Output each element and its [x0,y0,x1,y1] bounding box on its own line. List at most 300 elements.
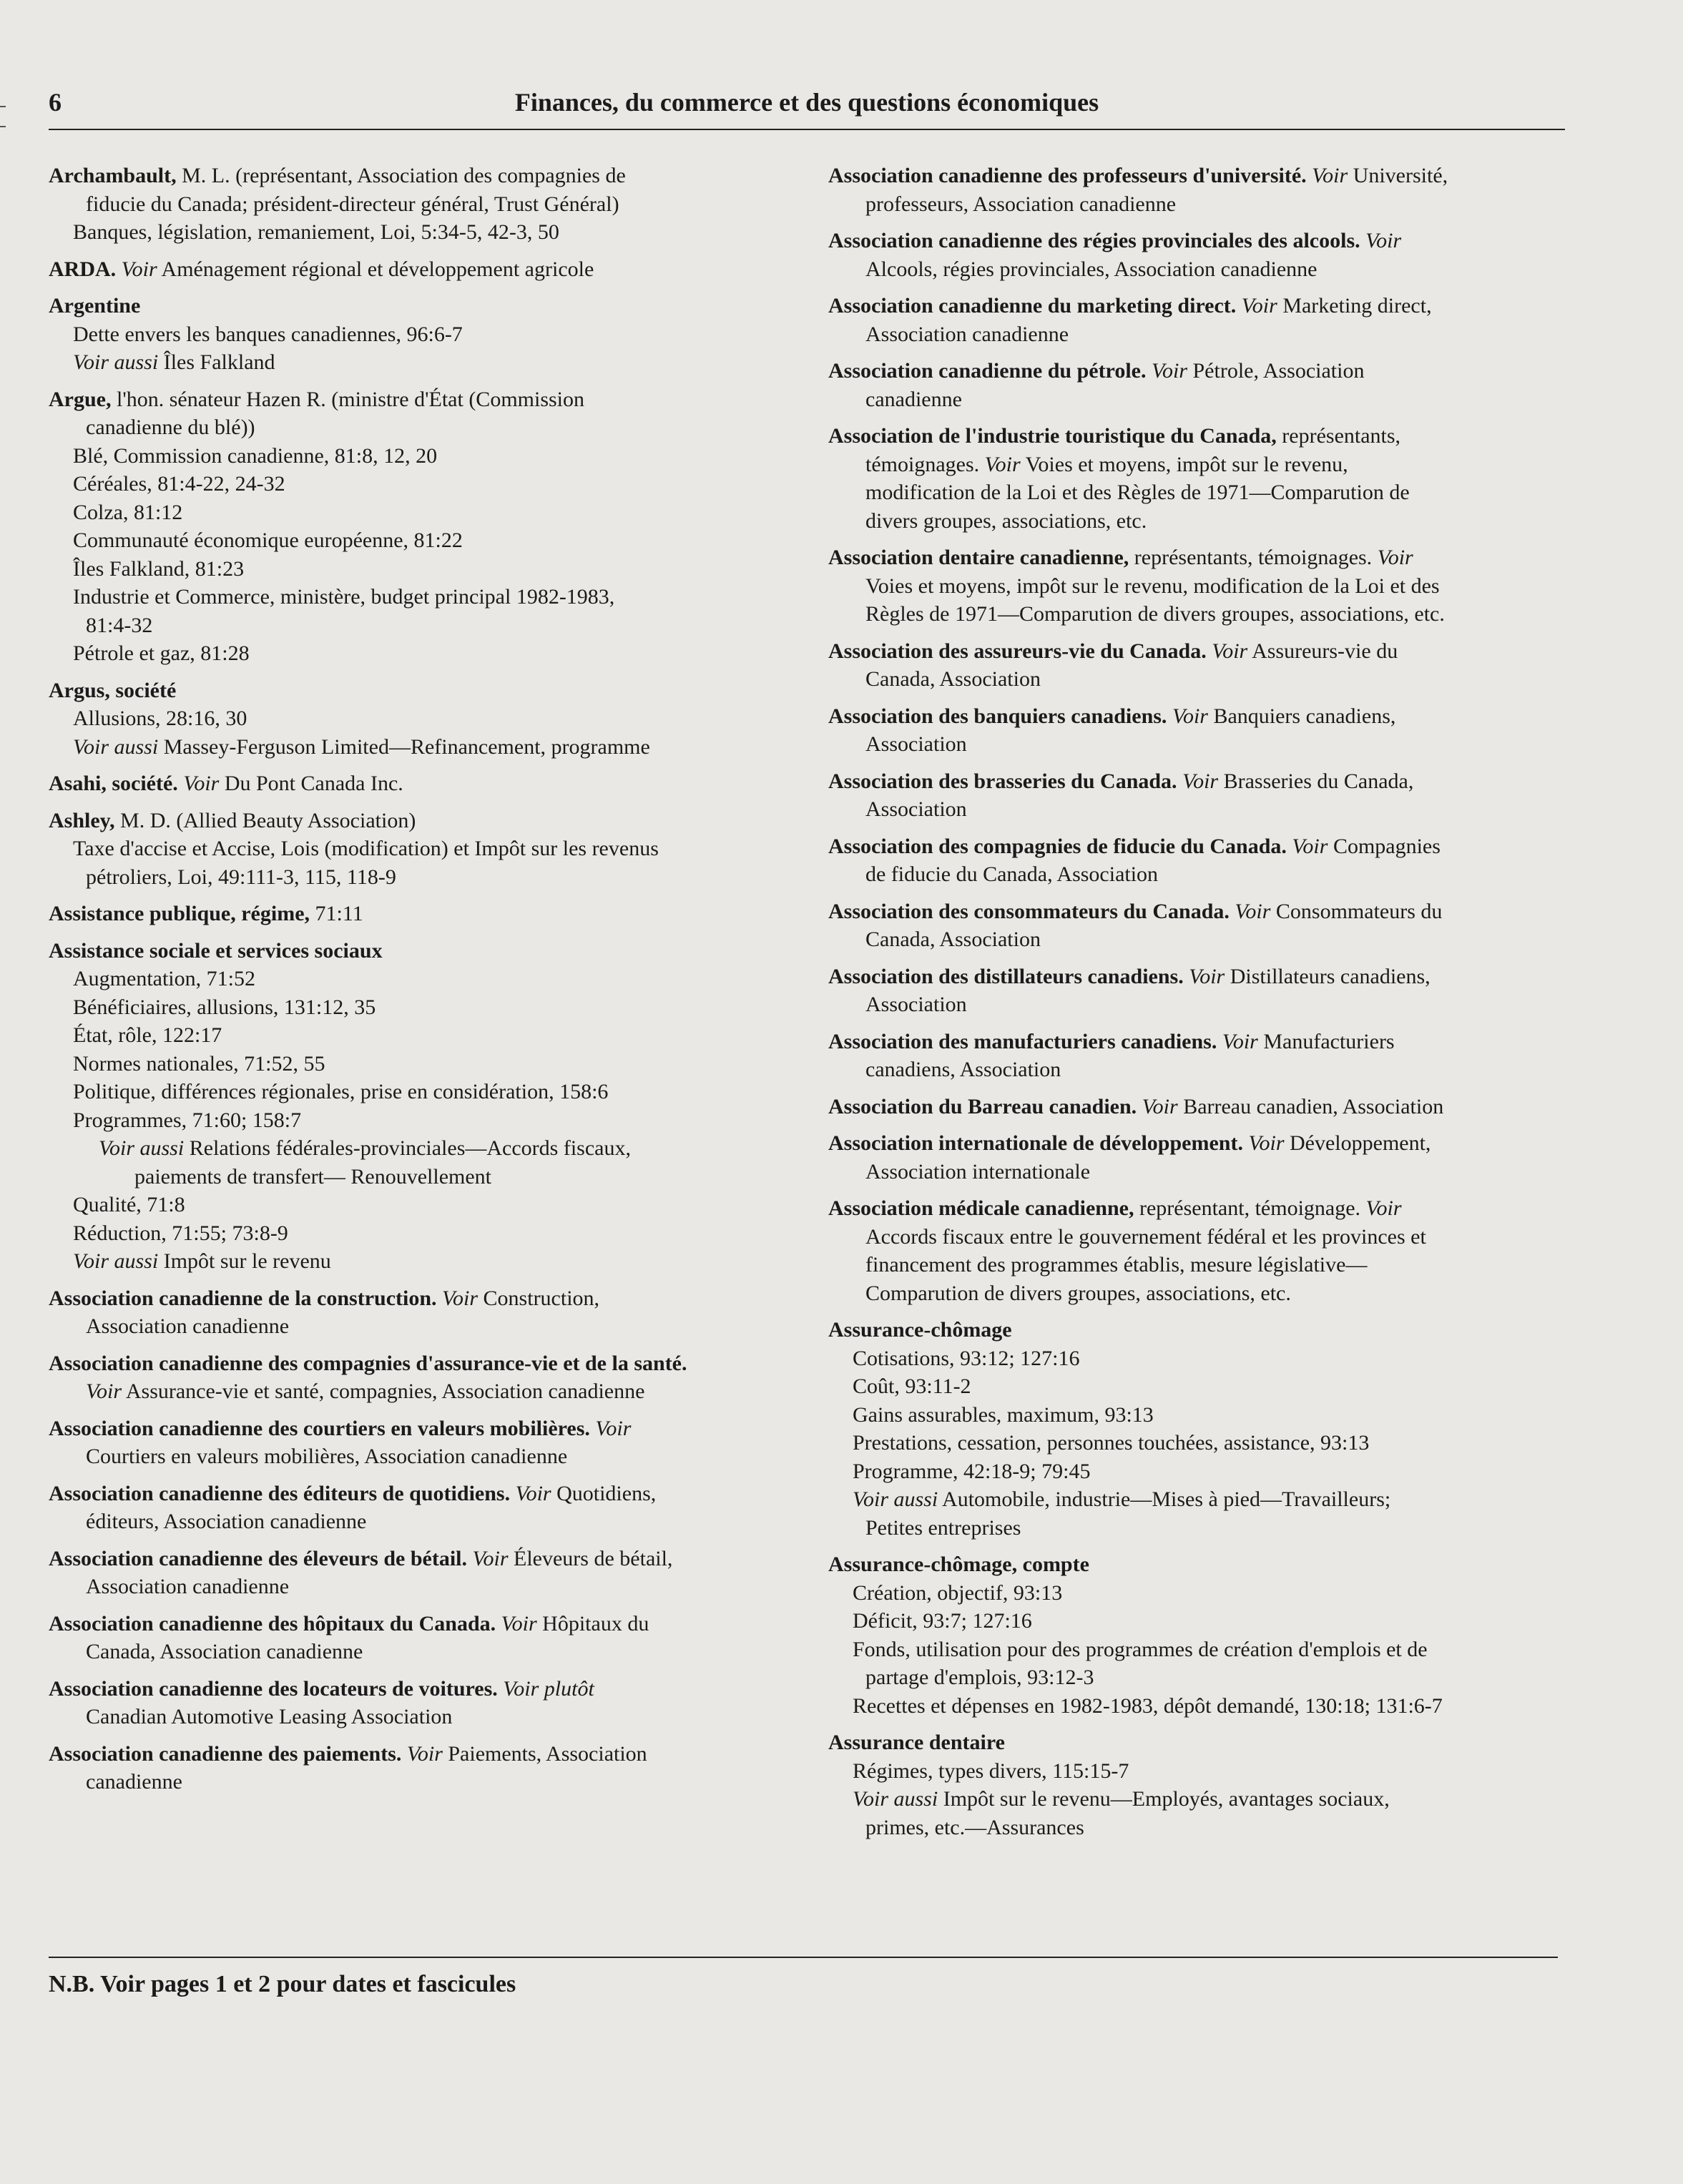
entry-text [401,1742,407,1766]
index-entry [828,227,1572,283]
entry-heading: Association canadienne des hôpitaux du Canada. [49,1611,496,1635]
entry-line [49,413,807,442]
entry-line [828,385,1572,414]
entry-text: primes, etc.—Assurances [865,1815,1084,1839]
index-entry [49,1675,807,1731]
entry-text: Fonds, utilisation pour des programmes de création d'emplois et de [853,1637,1428,1661]
entry-line [828,665,1572,694]
entry-heading: Association canadienne des courtiers en valeurs mobilières. [49,1416,590,1440]
cross-reference: Voir [1151,359,1187,383]
entry-text [1146,359,1152,383]
entry-line [828,1251,1572,1279]
cross-reference: Voir [1235,899,1271,923]
entry-text: partage d'emplois, 93:12-3 [865,1666,1094,1689]
entry-line [828,1607,1572,1635]
entry-line [49,1312,807,1341]
index-entry [49,1610,807,1666]
entry-text: Gains assurables, maximum, 93:13 [853,1402,1154,1427]
entry-line [49,320,807,349]
entry-line [49,704,807,733]
entry-heading: Argentine [49,294,141,318]
index-entry [828,1316,1572,1542]
entry-text: Voies et moyens, impôt sur le revenu, [1020,452,1348,476]
entry-line [828,925,1572,954]
entry-line [49,292,807,320]
entry-heading: Assurance-chômage [828,1318,1012,1342]
entry-line [49,348,807,377]
entry-text: Courtiers en valeurs mobilières, Association canadienne [86,1445,568,1468]
entry-line [828,1514,1572,1543]
index-entry [828,1194,1572,1307]
entry-line [49,1415,807,1443]
entry-text: Prestations, cessation, personnes touchées, assistance, 93:13 [853,1431,1370,1455]
entry-line [828,1814,1572,1842]
edge-mark [0,106,6,107]
entry-line [828,963,1572,991]
entry-text: Hôpitaux du [536,1611,649,1635]
entry-line [828,600,1572,629]
entry-text: Construction, [478,1286,600,1310]
entry-text: Aménagement régional et développement agricole [157,257,594,281]
entry-line [828,990,1572,1019]
entry-text: M. D. (Allied Beauty Association) [114,808,416,832]
entry-text [467,1547,473,1570]
entry-text: Bénéficiaires, allusions, 131:12, 35 [73,995,376,1019]
entry-text [116,257,122,281]
entry-line [828,1344,1572,1373]
entry-text: Canada, Association [865,667,1041,691]
entry-text: 71:11 [310,902,363,925]
entry-line [828,860,1572,889]
entry-line [49,1675,807,1703]
entry-text: financement des programmes établis, mesure législative— [865,1253,1368,1277]
entry-heading: Asahi, société. [49,772,178,795]
index-entry [828,637,1572,694]
entry-heading: Assistance sociale et services sociaux [49,938,383,963]
entry-text [1360,229,1366,252]
entry-line [49,1377,807,1406]
entry-text: Assureurs-vie du [1247,639,1398,663]
index-entry [828,767,1572,824]
entry-text: Communauté économique européenne, 81:22 [73,528,463,552]
entry-line [828,1579,1572,1608]
index-entry [49,1349,807,1406]
entry-text: Distillateurs canadiens, [1225,964,1431,988]
entry-text: Canadian Automotive Leasing Association [86,1705,453,1728]
cross-reference: Voir [595,1416,632,1440]
index-entry [49,937,807,1276]
cross-reference: Voir [1377,546,1413,569]
entry-line [828,1279,1572,1308]
cross-reference: Voir aussi [73,734,159,759]
entry-text: Voies et moyens, impôt sur le revenu, modification de la Loi et des [865,574,1440,598]
entry-text: professeurs, Association canadienne [865,192,1177,216]
entry-text: 81:4-32 [86,613,153,637]
entry-line [49,677,807,705]
entry-text: Îles Falkland [158,350,275,374]
cross-reference: Voir aussi [853,1787,938,1811]
entry-line [49,1545,807,1573]
entry-line [49,190,807,219]
entry-heading: Association des assureurs-vie du Canada. [828,639,1207,663]
entry-text [437,1287,443,1310]
entry-line [828,637,1572,666]
cross-reference: Voir [1182,769,1219,793]
entry-text: M. L. (représentant, Association des compagnies de [176,164,626,187]
entry-line [49,470,807,498]
entry-line [49,1050,807,1078]
entry-text: Petites entreprises [865,1515,1021,1540]
entry-text: Manufacturiers [1257,1029,1395,1053]
entry-line [828,292,1572,320]
entry-line [49,442,807,471]
entry-line [49,555,807,584]
entry-line [828,1316,1572,1344]
entry-heading: Association canadienne des régies provinciales des alcools. [828,229,1360,252]
index-entry [49,292,807,377]
entry-heading: Association canadienne des éditeurs de quotidiens. [49,1481,511,1505]
entry-line [49,611,807,640]
entry-heading: Association internationale de développement. [828,1131,1243,1155]
entry-text: Augmentation, 71:52 [73,967,255,990]
entry-line [828,1635,1572,1664]
entry-text: Assurance-vie et santé, compagnies, Association canadienne [122,1379,645,1403]
entry-line [49,526,807,555]
index-entry [49,1545,807,1601]
entry-text: Association canadienne [86,1575,290,1598]
entry-text: Îles Falkland, 81:23 [73,556,245,581]
entry-text: Alcools, régies provinciales, Association canadienne [865,257,1318,281]
index-entry [828,1129,1572,1186]
cross-reference: Voir [1292,834,1328,858]
entry-line [49,498,807,527]
entry-heading: Association dentaire canadienne, [828,546,1129,569]
entry-heading: Association de l'industrie touristique du Canada, [828,424,1277,448]
entry-heading: Assurance dentaire [828,1731,1005,1754]
index-entry [828,897,1572,954]
entry-line [828,1401,1572,1430]
cross-reference: Voir aussi [73,1249,159,1273]
entry-text: Banques, législation, remaniement, Loi, 5:34-5, 42-3, 50 [73,220,559,244]
entry-line [828,795,1572,824]
entry-text: éditeurs, Association canadienne [86,1510,367,1533]
entry-text [1137,1095,1142,1118]
entry-line [49,1078,807,1106]
entry-line [49,1768,807,1796]
index-entry [49,1740,807,1796]
cross-reference: Voir [515,1481,551,1505]
index-entry [828,1550,1572,1720]
entry-text: de fiducie du Canada, Association [865,862,1159,886]
cross-reference: Voir aussi [853,1487,938,1511]
index-column-left [49,162,807,1805]
index-entry [828,543,1572,629]
entry-line [49,1106,807,1135]
entry-heading: Archambault, [49,164,177,187]
entry-text: Qualité, 71:8 [73,1193,185,1216]
index-entry [49,807,807,892]
entry-line [828,1663,1572,1692]
cross-reference: Voir [1365,1196,1402,1220]
entry-text: Barreau canadien, Association [1177,1094,1444,1118]
entry-text: Pétrole, Association [1187,359,1365,383]
entry-text: Massey-Ferguson Limited—Refinancement, programme [158,734,650,759]
entry-line [49,965,807,993]
entry-text: Brasseries du Canada, [1218,769,1414,793]
index-entry [828,357,1572,413]
entry-line [828,478,1572,507]
entry-heading: Association des manufacturiers canadiens. [828,1029,1217,1053]
entry-line [49,1703,807,1731]
entry-heading: Association canadienne du pétrole. [828,359,1147,383]
entry-line [49,863,807,892]
entry-line [828,1429,1572,1457]
index-entry [49,900,807,928]
cross-reference: Voir [1212,639,1248,663]
cross-reference: Voir [442,1286,479,1310]
cross-reference: Voir [86,1379,122,1403]
entry-text: paiements de transfert— Renouvellement [134,1164,491,1189]
entry-text: État, rôle, 122:17 [73,1023,222,1047]
entry-line [828,507,1572,536]
index-entry [828,1728,1572,1841]
entry-line [828,1028,1572,1056]
cross-reference: Voir [1222,1029,1258,1053]
entry-line [49,1507,807,1536]
entry-heading: Argue, [49,387,112,411]
entry-text [496,1612,501,1635]
entry-line [828,162,1572,190]
entry-text: Automobile, industrie—Mises à pied—Travailleurs; [938,1487,1391,1511]
entry-text: représentants, [1276,424,1401,448]
entry-line [828,767,1572,796]
entry-line [49,835,807,863]
entry-text: Création, objectif, 93:13 [853,1580,1063,1605]
entry-text: l'hon. sénateur Hazen R. (ministre d'État (Commission [111,387,585,411]
entry-text: Association [865,797,967,821]
entry-text: témoignages. [865,452,985,476]
entry-text: canadienne du blé)) [86,415,255,439]
entry-line [49,1480,807,1508]
entry-line [828,897,1572,926]
entry-text: Marketing direct, [1277,294,1432,318]
entry-text: représentants, témoignages. [1129,546,1378,569]
entry-text: canadienne [86,1770,182,1794]
index-entry [828,162,1572,218]
entry-text: Dette envers les banques canadiennes, 96:6-7 [73,322,463,346]
entry-text: Association [865,732,967,756]
entry-text: Réduction, 71:55; 73:8-9 [73,1221,288,1245]
cross-reference: Voir [1241,294,1277,318]
entry-text: Éleveurs de bétail, [508,1546,673,1570]
entry-line [828,1485,1572,1514]
entry-text: Canada, Association [865,928,1041,951]
cross-reference: Voir [1189,964,1225,988]
entry-text: Association canadienne [86,1314,290,1338]
entry-line [49,1191,807,1219]
cross-reference: Voir [1172,704,1208,728]
entry-heading: Association canadienne des locateurs de voitures. [49,1676,498,1701]
entry-text [510,1482,516,1505]
cross-reference: Voir [406,1741,443,1766]
entry-line [49,1247,807,1276]
entry-text: Déficit, 93:7; 127:16 [853,1609,1032,1633]
cross-reference: Voir [183,772,220,795]
entry-line [49,1349,807,1378]
entry-line [49,1021,807,1050]
entry-line [49,937,807,965]
entry-heading: Association des brasseries du Canada. [828,769,1177,793]
entry-text: Politique, différences régionales, prise en considération, 158:6 [73,1080,609,1103]
entry-text: modification de la Loi et des Règles de 1971—Comparution de [865,481,1410,504]
entry-line [828,1785,1572,1814]
entry-line [828,190,1572,219]
entry-heading: Assistance publique, régime, [49,902,310,925]
entry-line [49,900,807,928]
index-column-right [828,162,1572,1850]
entry-text: Impôt sur le revenu—Employés, avantages sociaux, [938,1787,1390,1811]
entry-heading: Association canadienne des professeurs d'université. [828,164,1307,187]
entry-heading: Association des banquiers canadiens. [828,704,1167,728]
entry-text: Association canadienne [865,322,1069,346]
cross-reference: Voir [472,1546,509,1570]
entry-heading: Argus, société [49,678,177,702]
entry-heading: Association des distillateurs canadiens. [828,964,1184,988]
entry-text: Quotidiens, [551,1481,657,1505]
entry-text [1177,769,1183,793]
index-entry [49,769,807,798]
entry-text: fiducie du Canada; président-directeur général, Trust Général) [86,192,619,216]
entry-line [828,227,1572,255]
entry-text: Recettes et dépenses en 1982-1983, dépôt demandé, 130:18; 131:6-7 [853,1693,1443,1718]
entry-text: canadiens, Association [865,1058,1061,1081]
entry-text: Développement, [1284,1131,1431,1155]
entry-text: représentant, témoignage. [1134,1196,1366,1220]
entry-text: canadienne [865,387,962,411]
index-entry [828,1093,1572,1121]
entry-line [49,385,807,414]
entry-text: Impôt sur le revenu [158,1249,331,1273]
entry-line [828,451,1572,479]
entry-line [49,1134,807,1163]
entry-text: Comparution de divers groupes, associations, etc. [865,1281,1291,1305]
entry-line [828,422,1572,451]
entry-line [49,733,807,762]
entry-text: Colza, 81:12 [73,500,183,524]
entry-text: Céréales, 81:4-22, 24-32 [73,472,285,496]
entry-line [828,730,1572,759]
footer-rule [49,1957,1558,1958]
entry-text: Normes nationales, 71:52, 55 [73,1051,325,1076]
entry-text: Industrie et Commerce, ministère, budget principal 1982-1983, [73,585,615,609]
entry-line [49,1442,807,1471]
cross-reference: Voir [1365,229,1402,252]
entry-line [828,702,1572,731]
entry-line [49,1610,807,1638]
index-entry [828,292,1572,348]
entry-heading: Association canadienne de la construction. [49,1286,437,1310]
entry-line [49,993,807,1022]
entry-text [1236,294,1242,318]
index-entry [828,422,1572,535]
page-header [49,84,1565,130]
entry-line [49,162,807,190]
entry-line [49,769,807,798]
cross-reference: Voir aussi [73,350,159,374]
index-entry [828,832,1572,889]
entry-line [49,1638,807,1666]
entry-line [828,1129,1572,1158]
entry-text: Programmes, 71:60; 158:7 [73,1108,302,1132]
entry-line [828,1194,1572,1223]
entry-line [49,255,807,284]
entry-line [49,218,807,247]
entry-line [828,1457,1572,1486]
entry-line [49,639,807,668]
entry-heading: ARDA. [49,257,117,281]
footer-note: N.B. Voir pages 1 et 2 pour dates et fascicules [49,1971,516,1997]
entry-text: Régimes, types divers, 115:15-7 [853,1758,1129,1783]
cross-reference: Voir aussi [99,1136,185,1160]
entry-line [49,1284,807,1313]
entry-line [828,357,1572,385]
entry-text: pétroliers, Loi, 49:111-3, 115, 118-9 [86,865,396,889]
entry-text: Consommateurs du [1270,899,1443,923]
entry-text: Du Pont Canada Inc. [219,772,403,795]
entry-text: divers groupes, associations, etc. [865,508,1147,533]
cross-reference: Voir [1312,164,1348,187]
entry-text: Accords fiscaux entre le gouvernement fédéral et les provinces et [865,1224,1426,1249]
entry-line [828,255,1572,284]
entry-text [1217,1030,1222,1053]
entry-text: Compagnies [1328,834,1441,858]
entry-line [828,1550,1572,1579]
entry-heading: Association canadienne des éleveurs de bétail. [49,1546,467,1570]
entry-line [828,1223,1572,1251]
entry-line [49,1573,807,1601]
entry-text: Pétrole et gaz, 81:28 [73,641,250,665]
index-entry [49,385,807,668]
cross-reference: Voir [501,1611,537,1635]
index-entry [49,1415,807,1471]
entry-line [828,572,1572,601]
index-entry [49,1480,807,1536]
entry-text: Blé, Commission canadienne, 81:8, 12, 20 [73,443,438,468]
entry-heading: Association des consommateurs du Canada. [828,899,1230,923]
entry-heading: Association du Barreau canadien. [828,1094,1137,1118]
entry-text: Association [865,993,967,1016]
index-entry [49,162,807,247]
entry-line [49,1163,807,1191]
entry-text: Canada, Association canadienne [86,1640,363,1663]
entry-heading: Association canadienne des compagnies d'assurance-vie et de la santé. [49,1351,687,1375]
entry-line [49,583,807,611]
entry-text: Association internationale [865,1159,1091,1184]
entry-line [828,320,1572,349]
entry-line [49,1219,807,1248]
entry-text: Université, [1348,164,1448,187]
entry-heading: Association des compagnies de fiducie du Canada. [828,834,1287,858]
entry-line [828,1728,1572,1757]
entry-line [828,1158,1572,1186]
entry-text: Cotisations, 93:12; 127:16 [853,1346,1080,1370]
index-entry [828,1028,1572,1084]
index-entry [828,963,1572,1019]
entry-text: Paiements, Association [442,1741,647,1766]
entry-text: Taxe d'accise et Accise, Lois (modification) et Impôt sur les revenus [73,837,659,860]
entry-line [828,1093,1572,1121]
entry-text [1167,704,1172,728]
